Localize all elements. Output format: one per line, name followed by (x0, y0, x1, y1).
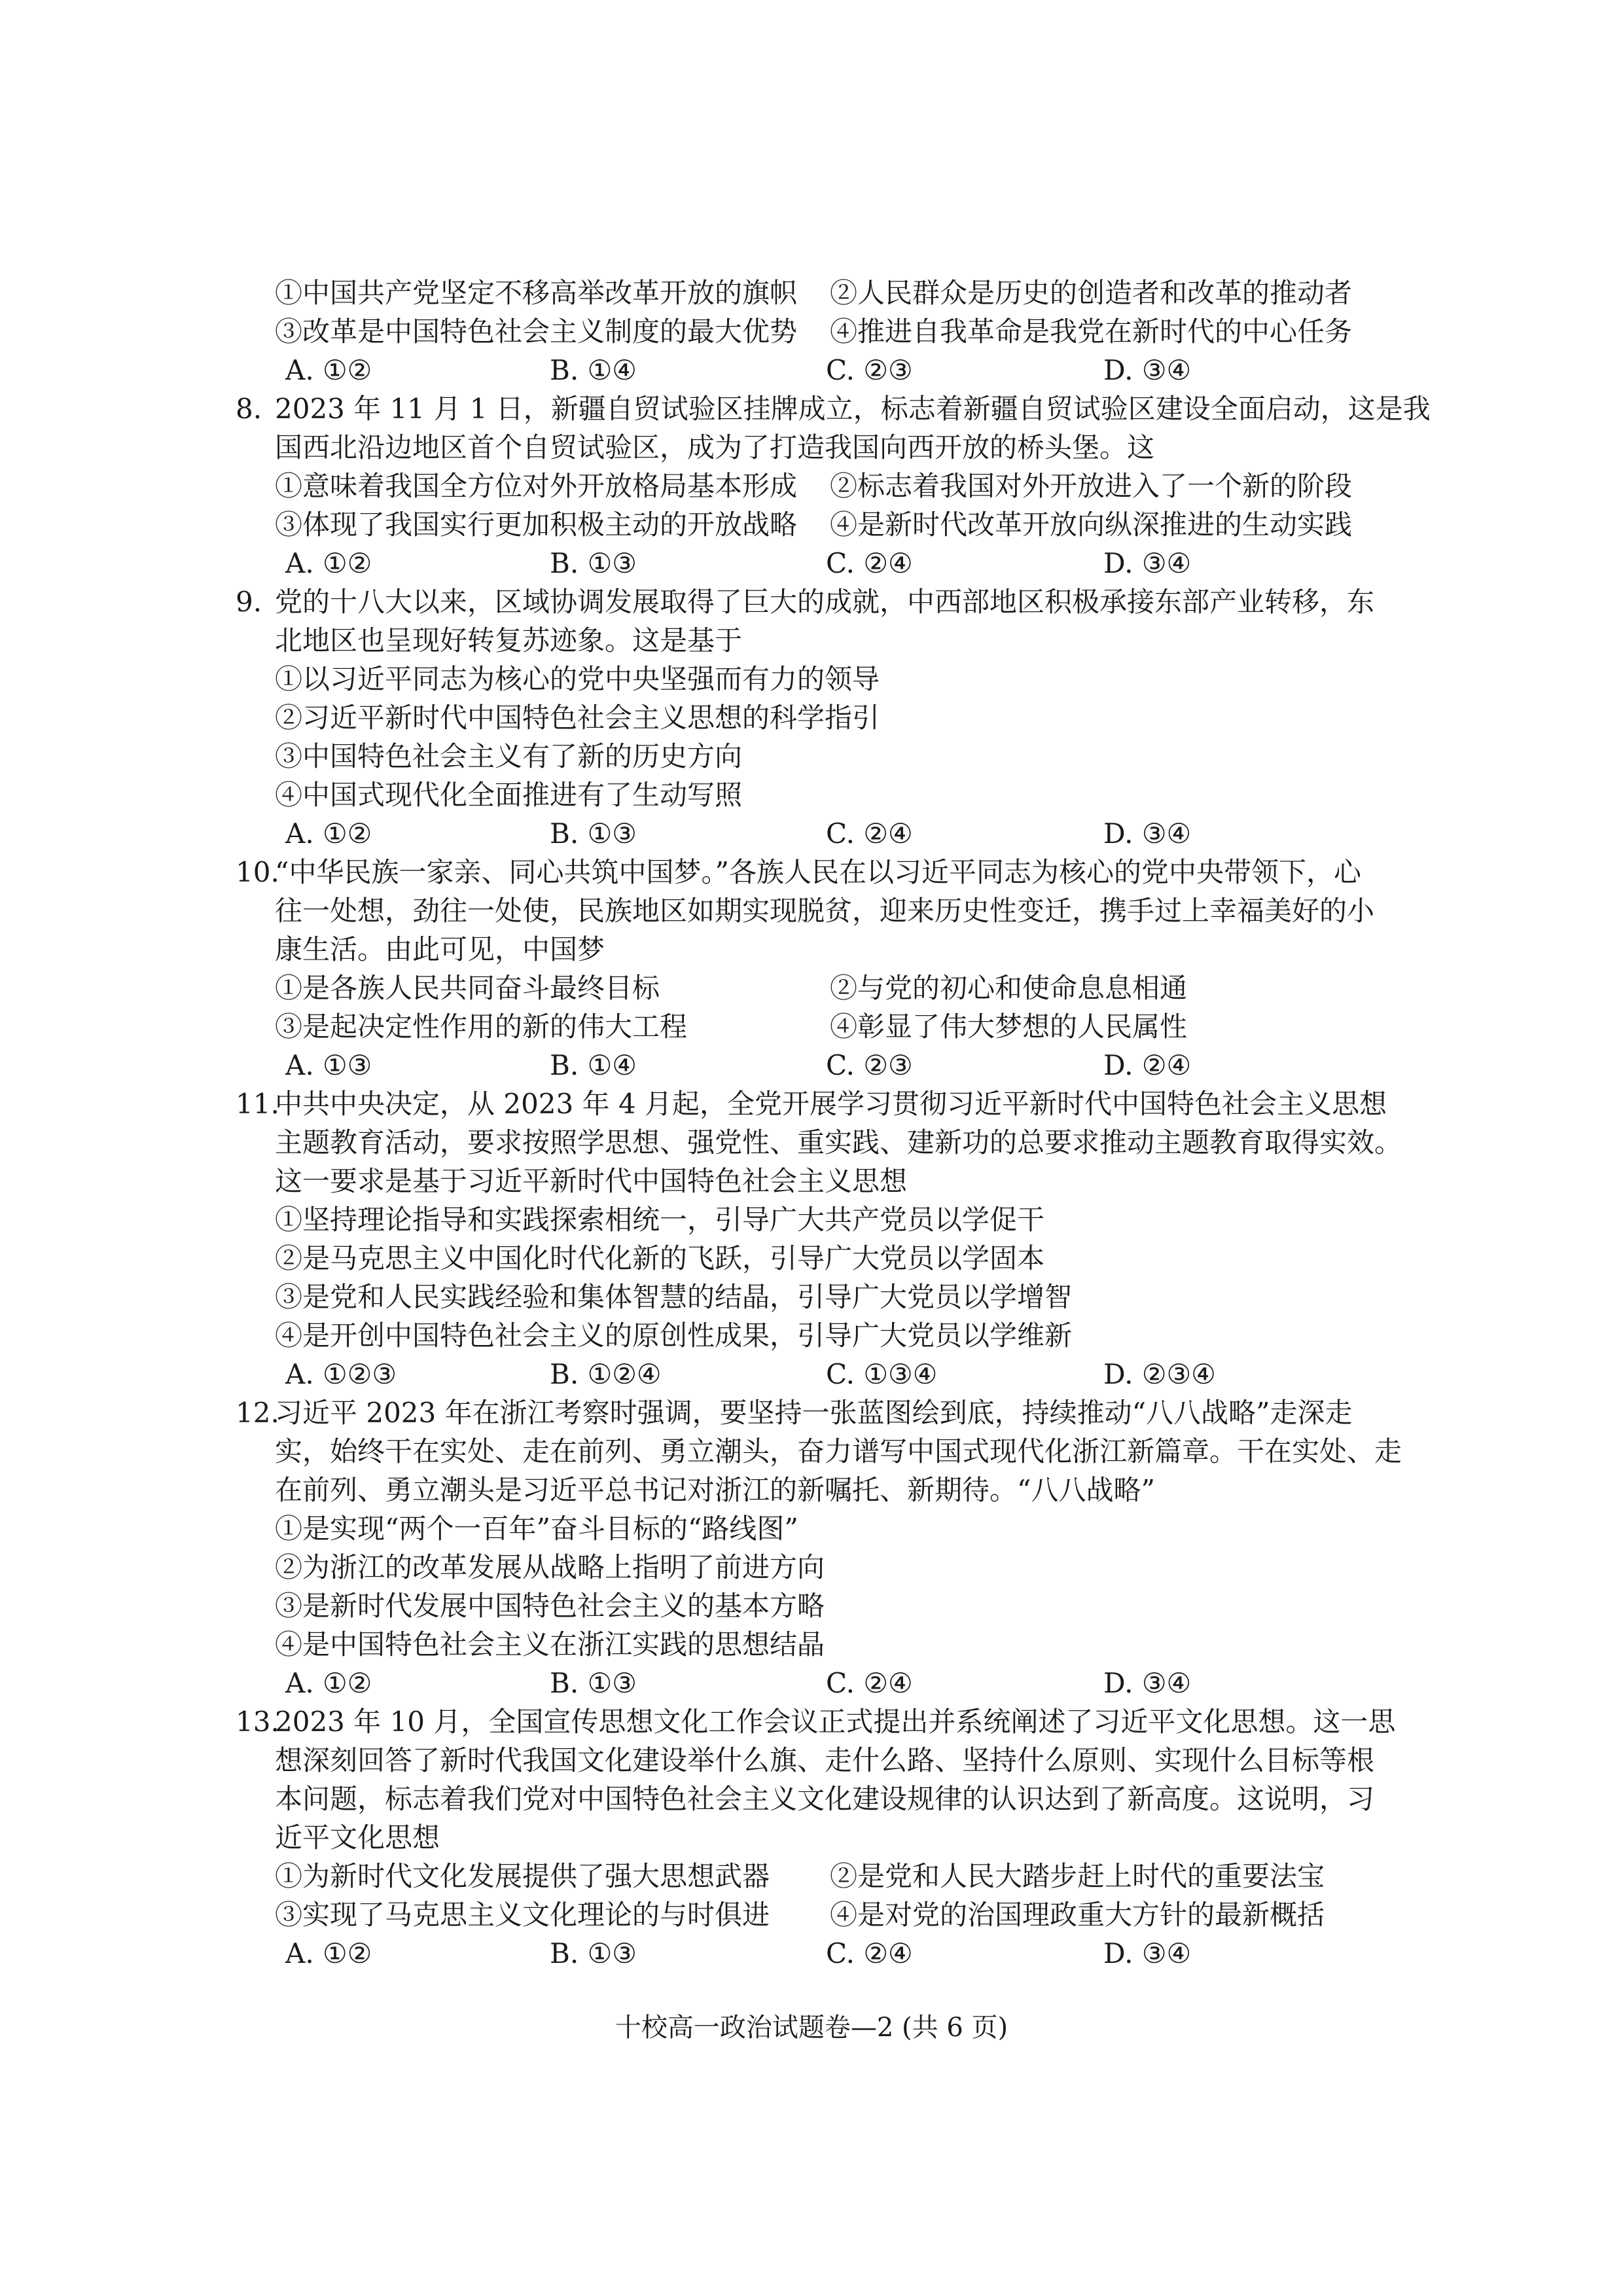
q9-answer-c: C. ②④ (826, 817, 913, 850)
q13-answer-d: D. ③④ (1103, 1937, 1192, 1969)
q13-stem-line-3 (0, 1780, 1623, 1819)
q13-stem-2: 想深刻回答了新时代我国文化建设举什么旗、走什么路、坚持什么原则、实现什么目标等根 (275, 1744, 1375, 1776)
q9-stem-line-1 (0, 583, 1623, 622)
q13-answer-c: C. ②④ (826, 1937, 913, 1969)
q10-stem-line-2 (0, 891, 1623, 931)
q11-option-3: ③是党和人民实践经验和集体智慧的结晶，引导广大党员以学增智 (275, 1281, 1073, 1313)
q13-stem-line-4 (0, 1818, 1623, 1857)
q8-options-row-2 (0, 505, 1623, 545)
q13-stem-line-1 (0, 1702, 1623, 1742)
q9-option-2: ②习近平新时代中国特色社会主义思想的科学指引 (275, 702, 880, 734)
q8-option-1: ①意味着我国全方位对外开放格局基本形成 (275, 470, 798, 502)
q7-answer-b: B. ①④ (550, 354, 637, 386)
q8-answer-b: B. ①③ (550, 547, 637, 579)
q13-number: 13. (236, 1706, 279, 1738)
q9-stem-1: 党的十八大以来，区域协调发展取得了巨大的成就，中西部地区积极承接东部产业转移，东 (275, 586, 1375, 618)
q11-option-row-1 (0, 1200, 1623, 1240)
q7-answer-a: A. ①② (285, 354, 372, 386)
q7-option-3: ③改革是中国特色社会主义制度的最大优势 (275, 315, 798, 348)
q11-option-row-3 (0, 1278, 1623, 1317)
q13-stem-4: 近平文化思想 (275, 1821, 440, 1854)
q13-option-3: ③实现了马克思主义文化理论的与时俱进 (275, 1899, 770, 1931)
q13-answer-b: B. ①③ (550, 1937, 637, 1969)
q8-option-4: ④是新时代改革开放向纵深推进的生动实践 (830, 509, 1353, 541)
q10-answers (0, 1046, 1623, 1085)
q7-options-row-1 (0, 274, 1623, 313)
q9-stem-2: 北地区也呈现好转复苏迹象。这是基于 (275, 624, 743, 656)
q10-answer-a: A. ①③ (285, 1049, 372, 1081)
q7-option-2: ②人民群众是历史的创造者和改革的推动者 (830, 277, 1353, 309)
q10-stem-line-3 (0, 930, 1623, 969)
q10-stem-2: 往一处想，劲往一处使，民族地区如期实现脱贫，迎来历史性变迁，携手过上幸福美好的小 (275, 895, 1375, 927)
q9-option-3: ③中国特色社会主义有了新的历史方向 (275, 740, 743, 772)
q9-answer-a: A. ①② (285, 817, 372, 850)
q9-answer-b: B. ①③ (550, 817, 637, 850)
q12-option-3: ③是新时代发展中国特色社会主义的基本方略 (275, 1590, 825, 1622)
q13-option-1: ①为新时代文化发展提供了强大思想武器 (275, 1860, 770, 1892)
q11-answer-d: D. ②③④ (1103, 1358, 1216, 1390)
q12-option-4: ④是中国特色社会主义在浙江实践的思想结晶 (275, 1628, 825, 1660)
q9-option-4: ④中国式现代化全面推进有了生动写照 (275, 779, 743, 811)
q11-answer-a: A. ①②③ (285, 1358, 397, 1390)
page-footer: 十校高一政治试题卷—2 (共 6 页) (615, 2013, 1008, 2043)
q13-stem-1: 2023 年 10 月，全国宣传思想文化工作会议正式提出并系统阐述了习近平文化思想。这一思 (275, 1706, 1396, 1738)
q11-option-row-2 (0, 1239, 1623, 1278)
q8-option-2: ②标志着我国对外开放进入了一个新的阶段 (830, 470, 1353, 502)
q8-stem-line-1 (0, 389, 1623, 429)
q9-option-row-4 (0, 776, 1623, 815)
q11-option-2: ②是马克思主义中国化时代化新的飞跃，引导广大党员以学固本 (275, 1242, 1045, 1274)
q11-stem-3: 这一要求是基于习近平新时代中国特色社会主义思想 (275, 1165, 908, 1197)
q12-answer-c: C. ②④ (826, 1667, 913, 1699)
q12-stem-1: 习近平 2023 年在浙江考察时强调，要坚持一张蓝图绘到底，持续推动“八八战略”走深走 (275, 1397, 1353, 1429)
q8-answer-d: D. ③④ (1103, 547, 1192, 579)
q11-number: 11. (236, 1088, 279, 1120)
q11-stem-2: 主题教育活动，要求按照学思想、强党性、重实践、建新功的总要求推动主题教育取得实效。 (275, 1126, 1402, 1158)
q7-option-4: ④推进自我革命是我党在新时代的中心任务 (830, 315, 1353, 348)
q12-answer-d: D. ③④ (1103, 1667, 1192, 1699)
q12-option-1: ①是实现“两个一百年”奋斗目标的“路线图” (275, 1513, 798, 1545)
q12-option-row-4 (0, 1625, 1623, 1664)
q12-stem-3: 在前列、勇立潮头是习近平总书记对浙江的新嘱托、新期待。“八八战略” (275, 1474, 1155, 1506)
q10-stem-1: “中华民族一家亲、同心共筑中国梦。”各族人民在以习近平同志为核心的党中央带领下，心 (275, 856, 1361, 888)
q8-number: 8. (236, 393, 262, 425)
q13-options-row-2 (0, 1895, 1623, 1935)
q11-option-4: ④是开创中国特色社会主义的原创性成果，引导广大党员以学维新 (275, 1319, 1073, 1352)
q11-answer-b: B. ①②④ (550, 1358, 662, 1390)
q8-stem-1: 2023 年 11 月 1 日，新疆自贸试验区挂牌成立，标志着新疆自贸试验区建设全面启动，这是我 (275, 393, 1431, 425)
q9-number: 9. (236, 586, 262, 618)
q9-option-row-1 (0, 660, 1623, 699)
q8-answer-a: A. ①② (285, 547, 372, 579)
q12-option-row-1 (0, 1509, 1623, 1549)
q9-option-row-2 (0, 698, 1623, 738)
q7-answers (0, 351, 1623, 390)
q7-options-row-2 (0, 312, 1623, 351)
q13-option-4: ④是对党的治国理政重大方针的最新概括 (830, 1899, 1325, 1931)
q11-stem-line-3 (0, 1162, 1623, 1201)
q12-answers (0, 1664, 1623, 1703)
q11-answers (0, 1355, 1623, 1394)
q12-stem-line-3 (0, 1471, 1623, 1510)
q11-option-row-4 (0, 1316, 1623, 1355)
q10-option-3: ③是起决定性作用的新的伟大工程 (275, 1011, 688, 1043)
q10-stem-line-1 (0, 853, 1623, 892)
q10-option-2: ②与党的初心和使命息息相通 (830, 972, 1188, 1004)
q10-stem-3: 康生活。由此可见，中国梦 (275, 933, 605, 965)
q12-answer-b: B. ①③ (550, 1667, 637, 1699)
q7-answer-c: C. ②③ (826, 354, 913, 386)
q10-answer-c: C. ②③ (826, 1049, 913, 1081)
q11-option-1: ①坚持理论指导和实践探索相统一，引导广大共产党员以学促干 (275, 1204, 1045, 1236)
q10-number: 10. (236, 856, 279, 888)
q9-stem-line-2 (0, 621, 1623, 660)
q12-stem-line-2 (0, 1432, 1623, 1471)
q8-option-3: ③体现了我国实行更加积极主动的开放战略 (275, 509, 798, 541)
q13-stem-line-2 (0, 1741, 1623, 1780)
q12-answer-a: A. ①② (285, 1667, 372, 1699)
q10-options-row-1 (0, 969, 1623, 1008)
q11-answer-c: C. ①③④ (826, 1358, 938, 1390)
q7-option-1: ①中国共产党坚定不移高举改革开放的旗帜 (275, 277, 798, 309)
q10-option-1: ①是各族人民共同奋斗最终目标 (275, 972, 660, 1004)
q8-stem-line-2 (0, 428, 1623, 467)
q9-option-row-3 (0, 737, 1623, 776)
q12-stem-2: 实，始终干在实处、走在前列、勇立潮头，奋力谱写中国式现代化浙江新篇章。干在实处、走 (275, 1435, 1402, 1467)
q10-answer-d: D. ②④ (1103, 1049, 1192, 1081)
q9-answer-d: D. ③④ (1103, 817, 1192, 850)
q13-options-row-1 (0, 1857, 1623, 1896)
q12-stem-line-1 (0, 1393, 1623, 1433)
q10-options-row-2 (0, 1007, 1623, 1047)
q8-answer-c: C. ②④ (826, 547, 913, 579)
q12-option-row-3 (0, 1587, 1623, 1626)
q12-number: 12. (236, 1397, 279, 1429)
q8-options-row-1 (0, 467, 1623, 506)
q8-answers (0, 544, 1623, 583)
q10-answer-b: B. ①④ (550, 1049, 637, 1081)
q9-answers (0, 814, 1623, 853)
q13-answers (0, 1934, 1623, 1973)
q8-stem-2: 国西北沿边地区首个自贸试验区，成为了打造我国向西开放的桥头堡。这 (275, 431, 1155, 463)
q12-option-2: ②为浙江的改革发展从战略上指明了前进方向 (275, 1551, 825, 1583)
q13-stem-3: 本问题，标志着我们党对中国特色社会主义文化建设规律的认识达到了新高度。这说明，习 (275, 1783, 1375, 1815)
q11-stem-line-1 (0, 1085, 1623, 1124)
q13-answer-a: A. ①② (285, 1937, 372, 1969)
q11-stem-line-2 (0, 1123, 1623, 1162)
q13-option-2: ②是党和人民大踏步赶上时代的重要法宝 (830, 1860, 1325, 1892)
q7-answer-d: D. ③④ (1103, 354, 1192, 386)
q9-option-1: ①以习近平同志为核心的党中央坚强而有力的领导 (275, 663, 880, 695)
q10-option-4: ④彰显了伟大梦想的人民属性 (830, 1011, 1188, 1043)
q11-stem-1: 中共中央决定，从 2023 年 4 月起，全党开展学习贯彻习近平新时代中国特色社会主义思想 (275, 1088, 1387, 1120)
q12-option-row-2 (0, 1548, 1623, 1587)
